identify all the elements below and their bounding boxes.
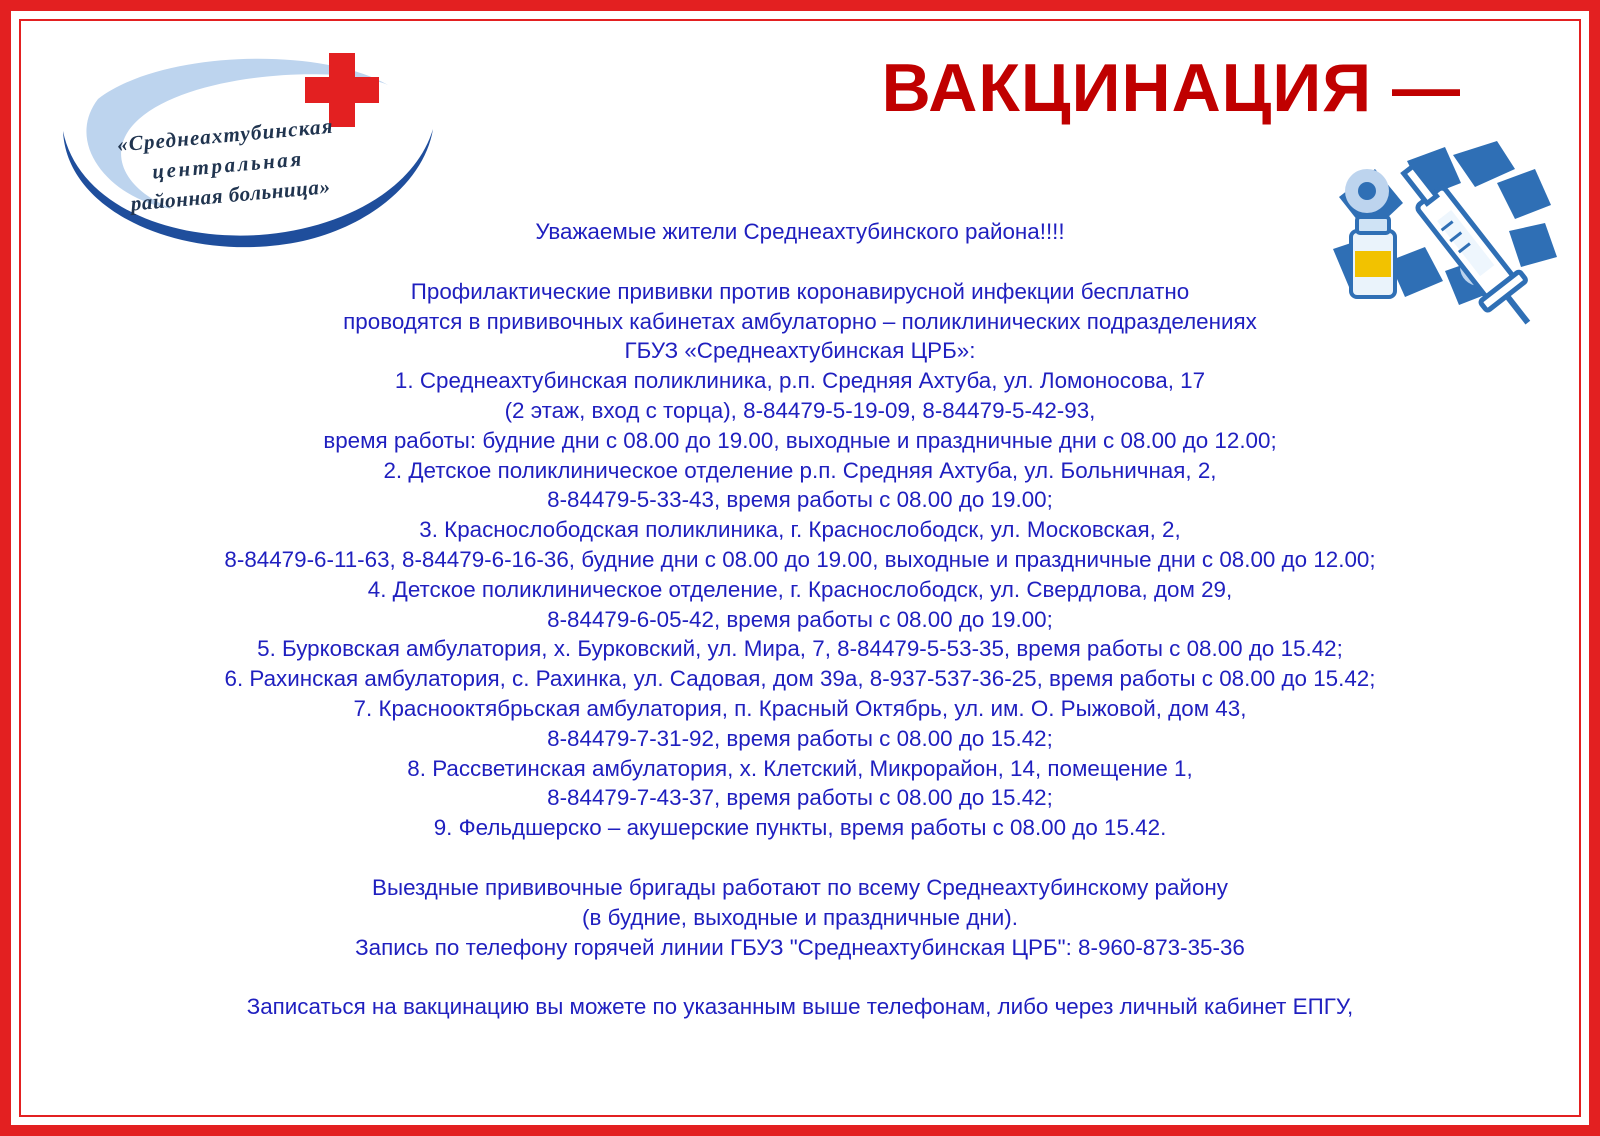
page-title: ВАКЦИНАЦИЯ — (881, 50, 1461, 126)
mobile-brigades-block (77, 873, 1523, 962)
list-item: 1. Среднеахтубинская поликлиника, р.п. Средняя Ахтуба, ул. Ломоносова, 17 (394, 368, 1206, 394)
list-item: 2. Детское поликлиническое отделение р.п. Средняя Ахтуба, ул. Больничная, 2, (383, 457, 1217, 483)
list-item: 8-84479-5-33-43, время работы с 08.00 до 19.00; (547, 487, 1053, 513)
list-item: время работы: будние дни с 08.00 до 19.00, выходные и праздничные дни с 08.00 до 12.00; (323, 427, 1277, 453)
brigade-line-1: Выездные прививочные бригады работают по всему Среднеахтубинскому району (372, 874, 1228, 900)
poster-inner-frame (19, 19, 1581, 1117)
logo-line-1: «Среднеахтубинская (116, 113, 335, 157)
spacer (77, 962, 1523, 992)
logo-line-2: центральная (151, 146, 305, 184)
intro-block (77, 277, 1523, 366)
list-item: (2 этаж, вход с торца), 8-84479-5-19-09, 8-84479-5-42-93, (504, 397, 1096, 423)
spacer (77, 843, 1523, 873)
list-item: 8-84479-7-43-37, время работы с 08.00 до 15.42; (547, 785, 1053, 811)
brigade-line-2: (в будние, выходные и праздничные дни). (582, 904, 1018, 930)
list-item: 6. Рахинская амбулатория, с. Рахинка, ул. Садовая, дом 39а, 8-937-537-36-25, время работы с 08.00 до 15.42; (224, 666, 1376, 692)
list-item: 7. Краснооктябрьская амбулатория, п. Красный Октябрь, ул. им. О. Рыжовой, дом 43, (353, 695, 1247, 721)
list-item: 8-84479-6-11-63, 8-84479-6-16-36, будние дни с 08.00 до 19.00, выходные и праздничные дни с 08.00 до 12.00; (224, 546, 1376, 572)
list-item: 3. Краснослободская поликлиника, г. Краснослободск, ул. Московская, 2, (419, 517, 1181, 543)
list-item: 9. Фельдшерско – акушерские пункты, время работы с 08.00 до 15.42. (433, 815, 1167, 841)
intro-line-1: Профилактические прививки против коронавирусной инфекции бесплатно (410, 278, 1190, 304)
hotline-line: Запись по телефону горячей линии ГБУЗ "Среднеахтубинская ЦРБ": 8-960-873-35-36 (355, 934, 1245, 960)
intro-line-2: проводятся в прививочных кабинетах амбулаторно – поликлинических подразделениях (343, 308, 1257, 334)
list-item: 8-84479-6-05-42, время работы с 08.00 до 19.00; (547, 606, 1053, 632)
announcement-body (21, 217, 1579, 1022)
list-item: 5. Бурковская амбулатория, х. Бурковский, ул. Мира, 7, 8-84479-5-53-35, время работы с 08.00 до 15.42; (257, 636, 1343, 662)
logo-line-3: районная больница» (129, 173, 332, 216)
list-item: 8. Рассветинская амбулатория, х. Клетский, Микрорайон, 14, помещение 1, (407, 755, 1193, 781)
greeting-line: Уважаемые жители Среднеахтубинского района!!!! (535, 219, 1065, 244)
list-item: 8-84479-7-31-92, время работы с 08.00 до 15.42; (547, 725, 1053, 751)
list-item: 4. Детское поликлиническое отделение, г. Краснослободск, ул. Свердлова, дом 29, (367, 576, 1233, 602)
intro-line-3: ГБУЗ «Среднеахтубинская ЦРБ»: (624, 338, 976, 364)
facility-list (77, 366, 1523, 843)
footer-line-1: Записаться на вакцинацию вы можете по указанным выше телефонам, либо через личный кабинет ЕПГУ, (246, 994, 1354, 1020)
footer-block (77, 992, 1523, 1022)
